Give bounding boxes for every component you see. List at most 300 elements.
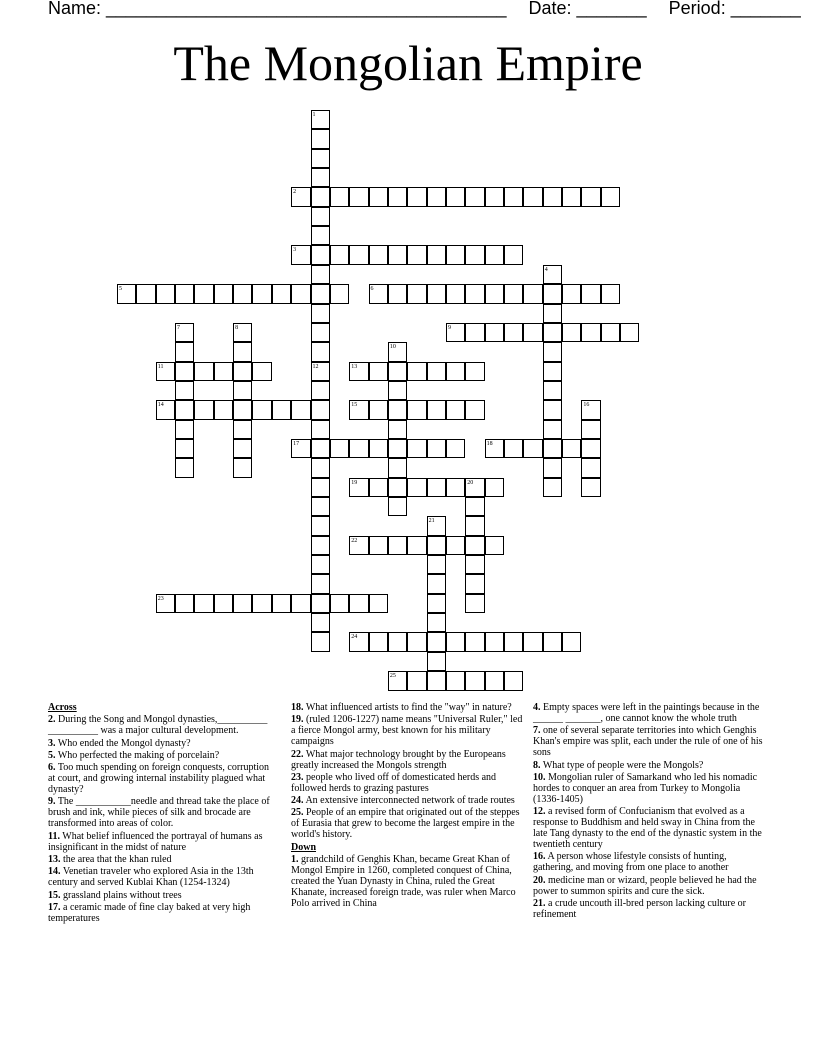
grid-cell[interactable] — [388, 497, 407, 516]
grid-cell[interactable] — [330, 284, 349, 303]
grid-cell[interactable] — [581, 187, 600, 206]
clue-number: 15 — [351, 402, 358, 409]
down-clue — [533, 702, 769, 724]
clue-text: Who ended the Mongol dynasty? — [57, 737, 191, 749]
grid-cell[interactable] — [311, 304, 330, 323]
grid-cell[interactable] — [465, 671, 484, 690]
clue-number: 2 — [293, 189, 297, 196]
clue-num: 15. — [48, 889, 61, 901]
clue-number: 16 — [583, 402, 590, 409]
section-heading: Across — [48, 702, 77, 713]
down-clue — [291, 854, 523, 909]
grid-cell[interactable] — [504, 671, 523, 690]
clue-num: 2. — [48, 714, 56, 726]
grid-cell[interactable] — [601, 187, 620, 206]
clues-column-2 — [291, 702, 523, 910]
grid-cell[interactable] — [369, 362, 388, 381]
grid-cell[interactable] — [543, 632, 562, 651]
clue-text: one of several separate territories into which Genghis Khan's empire was split, each under the rule of one of his sons — [533, 725, 763, 759]
grid-cell[interactable] — [543, 439, 562, 458]
clue-num: 20. — [533, 874, 546, 886]
clue-number: 7 — [177, 324, 181, 331]
grid-cell[interactable] — [465, 594, 484, 613]
grid-cell[interactable] — [407, 245, 426, 264]
grid-cell[interactable] — [581, 439, 600, 458]
clue-text: Too much spending on foreign conquests, corruption at court, and growing internal instability plagued what dynasty? — [48, 762, 270, 796]
clue-number: 24 — [351, 634, 358, 641]
grid-cell[interactable] — [233, 362, 252, 381]
grid-cell[interactable] — [427, 652, 446, 671]
grid-cell[interactable] — [543, 342, 562, 361]
across-clue — [48, 738, 274, 749]
across-clue — [48, 714, 274, 736]
grid-cell[interactable] — [175, 594, 194, 613]
section-heading: Down — [291, 841, 317, 853]
grid-cell[interactable] — [330, 594, 349, 613]
clue-text: People of an empire that originated out of the steppes of Eurasia that grew to become the largest empire in the world's history. — [291, 807, 520, 841]
across-clue — [48, 750, 274, 761]
grid-cell[interactable] — [504, 439, 523, 458]
grid-cell[interactable] — [485, 536, 504, 555]
grid-cell[interactable] — [272, 284, 291, 303]
grid-cell[interactable] — [252, 400, 271, 419]
grid-cell[interactable] — [388, 632, 407, 651]
clue-num: 14. — [48, 866, 61, 878]
grid-cell[interactable] — [311, 284, 330, 303]
clue-number: 4 — [544, 266, 548, 273]
down-clue — [533, 851, 769, 873]
grid-cell[interactable] — [388, 400, 407, 419]
grid-cell[interactable] — [214, 362, 233, 381]
grid-cell[interactable] — [175, 284, 194, 303]
clue-text: a crude uncouth ill-bred person lacking culture or refinement — [533, 898, 746, 921]
clue-text: What belief influenced the portrayal of humans as insignificant in the midst of nature — [48, 830, 263, 853]
grid-cell[interactable] — [272, 594, 291, 613]
grid-cell[interactable] — [407, 478, 426, 497]
grid-cell[interactable] — [581, 420, 600, 439]
grid-cell[interactable] — [465, 574, 484, 593]
clue-number: 21 — [428, 518, 435, 525]
grid-cell[interactable] — [427, 362, 446, 381]
grid-cell[interactable] — [427, 536, 446, 555]
grid-cell[interactable] — [194, 400, 213, 419]
grid-cell[interactable] — [562, 284, 581, 303]
down-clue — [533, 772, 769, 805]
across-clue — [291, 772, 523, 794]
clue-num: 7. — [533, 725, 541, 737]
clue-text: medicine man or wizard, people believed he had the power to summon spirits and cure the sick. — [533, 874, 757, 897]
grid-cell[interactable] — [543, 400, 562, 419]
clue-num: 3. — [48, 737, 56, 749]
grid-cell[interactable] — [214, 284, 233, 303]
clue-num: 1. — [291, 854, 299, 866]
across-clue — [48, 854, 274, 865]
grid-cell[interactable] — [330, 245, 349, 264]
clue-num: 19. — [291, 714, 304, 726]
across-clue — [48, 762, 274, 795]
grid-cell[interactable] — [156, 284, 175, 303]
clue-text: Empty spaces were left in the paintings because in the ______ _______, one cannot know the whole truth — [533, 702, 760, 724]
clue-number: 8 — [235, 324, 239, 331]
grid-cell[interactable] — [446, 536, 465, 555]
grid-cell[interactable] — [272, 400, 291, 419]
clue-number: 5 — [119, 286, 122, 293]
across-clue — [291, 749, 523, 771]
grid-cell[interactable] — [543, 187, 562, 206]
grid-cell[interactable] — [194, 284, 213, 303]
grid-cell[interactable] — [311, 497, 330, 516]
grid-cell[interactable] — [175, 381, 194, 400]
clue-num: 24. — [291, 795, 304, 807]
grid-cell[interactable] — [543, 304, 562, 323]
grid-cell[interactable] — [446, 671, 465, 690]
clue-text: a revised form of Confucianism that evolved as a response to Buddhism and held sway in China from the late Tang dynasty to the end of the dynastic system in the twentieth century — [533, 806, 762, 851]
grid-cell[interactable] — [407, 439, 426, 458]
clue-num: 10. — [533, 771, 546, 783]
grid-cell[interactable] — [311, 594, 330, 613]
grid-cell[interactable] — [407, 400, 426, 419]
grid-cell[interactable] — [407, 536, 426, 555]
grid-cell[interactable] — [311, 555, 330, 574]
grid-cell[interactable] — [543, 362, 562, 381]
grid-cell[interactable] — [349, 187, 368, 206]
grid-cell[interactable] — [465, 400, 484, 419]
grid-cell[interactable] — [311, 149, 330, 168]
grid-cell[interactable] — [562, 187, 581, 206]
grid-cell[interactable] — [427, 574, 446, 593]
grid-cell[interactable] — [601, 284, 620, 303]
date-line[interactable]: _______ — [576, 0, 647, 18]
grid-cell[interactable] — [485, 671, 504, 690]
grid-cell[interactable] — [485, 632, 504, 651]
clue-text: What type of people were the Mongols? — [542, 759, 704, 771]
grid-cell[interactable] — [465, 245, 484, 264]
grid-cell[interactable] — [252, 594, 271, 613]
grid-cell[interactable] — [369, 632, 388, 651]
grid-cell[interactable] — [175, 458, 194, 477]
grid-cell[interactable] — [465, 555, 484, 574]
grid-cell[interactable] — [543, 381, 562, 400]
clue-number: 17 — [293, 440, 300, 447]
grid-cell[interactable] — [311, 207, 330, 226]
grid-cell[interactable] — [291, 594, 310, 613]
grid-cell[interactable] — [446, 187, 465, 206]
grid-cell[interactable] — [465, 362, 484, 381]
grid-cell[interactable] — [485, 284, 504, 303]
grid-cell[interactable] — [311, 632, 330, 651]
clue-num: 16. — [533, 851, 546, 863]
grid-cell[interactable] — [311, 226, 330, 245]
grid-cell[interactable] — [485, 478, 504, 497]
grid-cell[interactable] — [427, 439, 446, 458]
grid-cell[interactable] — [388, 284, 407, 303]
grid-cell[interactable] — [311, 536, 330, 555]
clue-number: 14 — [157, 402, 164, 409]
grid-cell[interactable] — [388, 478, 407, 497]
grid-cell[interactable] — [311, 613, 330, 632]
grid-cell[interactable] — [194, 594, 213, 613]
grid-cell[interactable] — [581, 323, 600, 342]
grid-cell[interactable] — [291, 400, 310, 419]
clue-text: Venetian traveler who explored Asia in the 13th century and served Kublai Khan (1254-1324) — [48, 866, 254, 889]
grid-cell[interactable] — [136, 284, 155, 303]
grid-cell[interactable] — [581, 284, 600, 303]
grid-cell[interactable] — [446, 632, 465, 651]
grid-cell[interactable] — [214, 400, 233, 419]
grid-cell[interactable] — [407, 632, 426, 651]
grid-cell[interactable] — [252, 284, 271, 303]
clue-text: people who lived off of domesticated herds and followed herds to grazing pastures — [291, 771, 497, 794]
grid-cell[interactable] — [523, 632, 542, 651]
grid-cell[interactable] — [465, 516, 484, 535]
grid-cell[interactable] — [233, 420, 252, 439]
grid-cell[interactable] — [311, 420, 330, 439]
clue-number: 19 — [351, 479, 358, 486]
grid-cell[interactable] — [311, 323, 330, 342]
clue-text: The ___________needle and thread take the place of brush and ink, while pieces of silk and brocade are transformed into areas of color. — [48, 796, 270, 830]
grid-cell[interactable] — [427, 187, 446, 206]
across-clue — [48, 831, 274, 853]
grid-cell[interactable] — [233, 284, 252, 303]
clue-num: 9. — [48, 796, 56, 808]
clue-number: 9 — [447, 324, 451, 331]
grid-cell[interactable] — [465, 536, 484, 555]
header — [48, 0, 801, 19]
grid-cell[interactable] — [311, 129, 330, 148]
grid-cell[interactable] — [543, 458, 562, 477]
clue-number: 23 — [157, 595, 164, 602]
grid-cell[interactable] — [311, 265, 330, 284]
clue-number: 25 — [389, 673, 396, 680]
grid-cell[interactable] — [214, 594, 233, 613]
clue-num: 5. — [48, 749, 56, 761]
clue-num: 12. — [533, 806, 546, 818]
clue-text: Mongolian ruler of Samarkand who led his nomadic hordes to conquer an area from Turkey to Mongolia (1336-1405) — [533, 771, 758, 805]
grid-cell[interactable] — [523, 323, 542, 342]
grid-cell[interactable] — [581, 458, 600, 477]
grid-cell[interactable] — [485, 187, 504, 206]
clue-text: Who perfected the making of porcelain? — [57, 749, 220, 761]
clue-text: A person whose lifestyle consists of hunting, gathering, and moving from one place to another — [533, 851, 729, 874]
grid-cell[interactable] — [504, 323, 523, 342]
grid-cell[interactable] — [427, 284, 446, 303]
clue-num: 18. — [291, 702, 304, 713]
grid-cell[interactable] — [311, 187, 330, 206]
grid-cell[interactable] — [311, 574, 330, 593]
grid-cell[interactable] — [446, 362, 465, 381]
clue-text: grandchild of Genghis Khan, became Great Khan of Mongol Empire in 1260, completed conquest of China, created the Yuan Dynasty in China, ruled the Great Khanate, increased foreign trade, was ruler when Marco Polo arrived in China — [291, 854, 516, 910]
grid-cell[interactable] — [407, 187, 426, 206]
grid-cell[interactable] — [562, 439, 581, 458]
grid-cell[interactable] — [388, 245, 407, 264]
down-clue — [533, 806, 769, 850]
grid-cell[interactable] — [465, 323, 484, 342]
grid-cell[interactable] — [427, 632, 446, 651]
grid-cell[interactable] — [407, 671, 426, 690]
clue-num: 11. — [48, 830, 60, 842]
period-label: Period: — [668, 0, 726, 18]
grid-cell[interactable] — [311, 478, 330, 497]
grid-cell[interactable] — [562, 632, 581, 651]
grid-cell[interactable] — [485, 245, 504, 264]
clue-text: During the Song and Mongol dynasties,__________ __________ was a major cultural development. — [48, 714, 268, 737]
grid-cell[interactable] — [523, 187, 542, 206]
clue-text: (ruled 1206-1227) name means "Universal Ruler," led a fierce Mongol army, best known for his military campaigns — [291, 714, 523, 748]
grid-cell[interactable] — [543, 284, 562, 303]
grid-cell[interactable] — [233, 458, 252, 477]
grid-cell[interactable] — [311, 245, 330, 264]
grid-cell[interactable] — [446, 400, 465, 419]
grid-cell[interactable] — [233, 594, 252, 613]
clue-text: What major technology brought by the Europeans greatly increased the Mongols strength — [291, 748, 506, 771]
grid-cell[interactable] — [388, 187, 407, 206]
grid-cell[interactable] — [504, 245, 523, 264]
across-clue — [291, 702, 523, 713]
grid-cell[interactable] — [427, 400, 446, 419]
clue-num: 17. — [48, 901, 61, 913]
name-line[interactable]: ________________________________________ — [106, 0, 507, 18]
grid-cell[interactable] — [485, 323, 504, 342]
grid-cell[interactable] — [369, 245, 388, 264]
clue-number: 10 — [389, 344, 396, 351]
grid-cell[interactable] — [543, 478, 562, 497]
grid-cell[interactable] — [369, 439, 388, 458]
clue-number: 12 — [312, 363, 319, 370]
across-clue — [48, 902, 274, 924]
grid-cell[interactable] — [446, 439, 465, 458]
grid-cell[interactable] — [388, 420, 407, 439]
grid-cell[interactable] — [504, 187, 523, 206]
grid-cell[interactable] — [427, 594, 446, 613]
grid-cell[interactable] — [233, 342, 252, 361]
across-clue — [291, 714, 523, 747]
across-clue — [48, 796, 274, 829]
clue-text: the area that the khan ruled — [63, 854, 172, 866]
grid-cell[interactable] — [311, 400, 330, 419]
clue-number: 18 — [486, 440, 493, 447]
down-clue — [533, 875, 769, 897]
grid-cell[interactable] — [175, 420, 194, 439]
grid-cell[interactable] — [369, 594, 388, 613]
grid-cell[interactable] — [427, 555, 446, 574]
clue-num: 4. — [533, 702, 541, 713]
grid-cell[interactable] — [349, 594, 368, 613]
clue-number: 3 — [293, 247, 297, 254]
grid-cell[interactable] — [311, 458, 330, 477]
clue-number: 11 — [157, 363, 164, 370]
clue-number: 13 — [351, 363, 358, 370]
clue-num: 6. — [48, 762, 56, 774]
grid-cell[interactable] — [620, 323, 639, 342]
grid-cell[interactable] — [233, 381, 252, 400]
grid-cell[interactable] — [369, 187, 388, 206]
across-clue — [48, 866, 274, 888]
grid-cell[interactable] — [523, 439, 542, 458]
grid-cell[interactable] — [175, 400, 194, 419]
grid-cell[interactable] — [504, 284, 523, 303]
grid-cell[interactable] — [407, 284, 426, 303]
clue-number: 20 — [467, 479, 474, 486]
down-clue — [533, 725, 769, 758]
grid-cell[interactable] — [369, 400, 388, 419]
grid-cell[interactable] — [465, 187, 484, 206]
clues-column-3 — [533, 702, 769, 921]
grid-cell[interactable] — [194, 362, 213, 381]
grid-cell[interactable] — [465, 497, 484, 516]
grid-cell[interactable] — [427, 478, 446, 497]
grid-cell[interactable] — [349, 245, 368, 264]
grid-cell[interactable] — [562, 323, 581, 342]
grid-cell[interactable] — [388, 439, 407, 458]
clue-number: 6 — [370, 286, 374, 293]
clue-num: 13. — [48, 854, 61, 866]
clue-text: a ceramic made of fine clay baked at very high temperatures — [48, 901, 251, 924]
grid-cell[interactable] — [446, 245, 465, 264]
grid-cell[interactable] — [388, 536, 407, 555]
grid-cell[interactable] — [330, 187, 349, 206]
grid-cell[interactable] — [175, 439, 194, 458]
grid-cell[interactable] — [446, 284, 465, 303]
grid-cell[interactable] — [427, 613, 446, 632]
grid-cell[interactable] — [543, 420, 562, 439]
grid-cell[interactable] — [581, 478, 600, 497]
clue-number: 22 — [351, 537, 358, 544]
grid-cell[interactable] — [233, 400, 252, 419]
across-clue — [291, 795, 523, 806]
grid-cell[interactable] — [446, 478, 465, 497]
grid-cell[interactable] — [523, 284, 542, 303]
grid-cell[interactable] — [465, 632, 484, 651]
grid-cell[interactable] — [543, 323, 562, 342]
page-title: The Mongolian Empire — [173, 35, 643, 91]
grid-cell[interactable] — [427, 671, 446, 690]
grid-cell[interactable] — [504, 632, 523, 651]
clue-num: 25. — [291, 807, 304, 819]
grid-cell[interactable] — [407, 362, 426, 381]
clue-num: 8. — [533, 759, 541, 771]
grid-cell[interactable] — [388, 362, 407, 381]
grid-cell[interactable] — [311, 168, 330, 187]
grid-cell[interactable] — [311, 439, 330, 458]
down-clue — [533, 898, 769, 920]
grid-cell[interactable] — [388, 458, 407, 477]
clue-num: 21. — [533, 898, 546, 910]
grid-cell[interactable] — [330, 439, 349, 458]
grid-cell[interactable] — [175, 362, 194, 381]
grid-cell[interactable] — [601, 323, 620, 342]
across-clue — [291, 807, 523, 840]
grid-cell[interactable] — [369, 536, 388, 555]
period-line[interactable]: _______ — [730, 0, 801, 18]
grid-cell[interactable] — [311, 381, 330, 400]
clue-number: 1 — [312, 112, 316, 118]
grid-cell[interactable] — [311, 342, 330, 361]
grid-cell[interactable] — [175, 342, 194, 361]
down-clue — [533, 760, 769, 771]
grid-cell[interactable] — [388, 381, 407, 400]
grid-cell[interactable] — [427, 245, 446, 264]
date-label: Date: — [528, 0, 572, 18]
grid-cell[interactable] — [252, 362, 271, 381]
grid-cell[interactable] — [465, 284, 484, 303]
grid-cell[interactable] — [349, 439, 368, 458]
clue-num: 23. — [291, 771, 304, 783]
grid-cell[interactable] — [291, 284, 310, 303]
grid-cell[interactable] — [369, 478, 388, 497]
grid-cell[interactable] — [233, 439, 252, 458]
clue-num: 22. — [291, 748, 304, 760]
grid-cell[interactable] — [311, 516, 330, 535]
